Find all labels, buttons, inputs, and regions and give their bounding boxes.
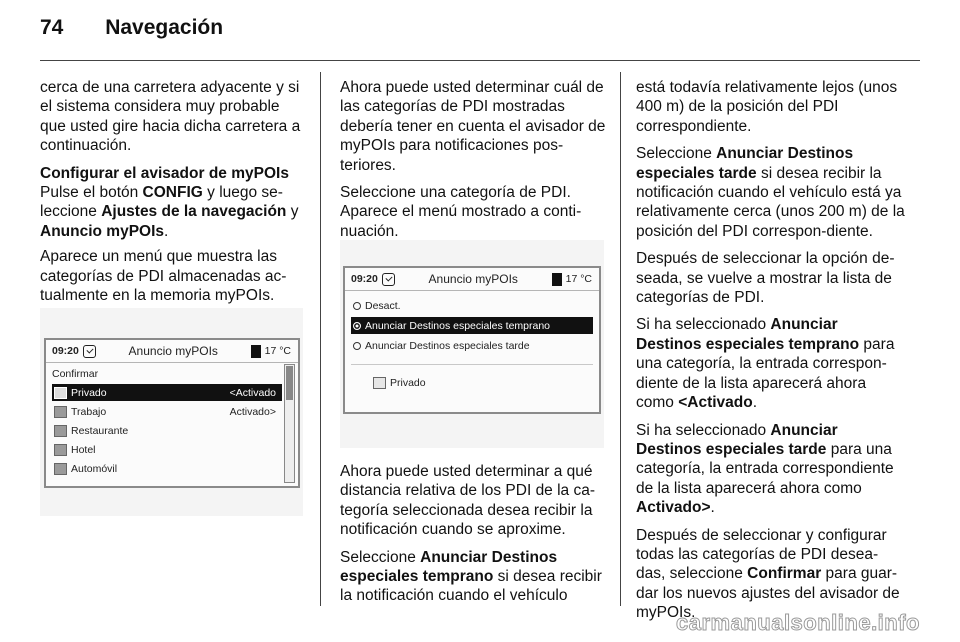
column-divider-1 [320, 72, 321, 606]
screenshot-announce-options [340, 240, 604, 448]
column-1 [40, 78, 306, 313]
item-label: Privado [71, 386, 107, 399]
screen-title: Anuncio myPOIs [428, 272, 518, 286]
text: para una categoría, la entrada correspondiente de la lista aparecerá ahora como [636, 440, 894, 497]
option-item[interactable] [351, 297, 593, 314]
navigation-icon [83, 345, 96, 358]
thermometer-icon [251, 345, 261, 358]
text: . [710, 499, 715, 517]
clock: 09:20 [52, 345, 79, 357]
value-term: Activado> [636, 499, 711, 517]
confirm-term: Confirmar [747, 565, 822, 583]
option-term: Anunciar Destinos especiales temprano [636, 316, 860, 353]
menu-term: Anuncio myPOIs [40, 222, 165, 240]
paragraph [636, 421, 906, 518]
item-label: Hotel [71, 443, 96, 456]
text: . [164, 222, 169, 240]
paragraph: Aparece un menú que muestra las categorías de PDI almacenadas ac-tualmente en la memoria myPOIs. [40, 248, 287, 305]
screen-display [343, 266, 601, 414]
radio-icon [353, 302, 361, 310]
folder-icon [54, 387, 67, 399]
radio-icon [353, 342, 361, 350]
config-term: CONFIG [142, 184, 203, 202]
paragraph [340, 548, 608, 606]
confirm-item[interactable] [52, 365, 282, 382]
text: Después de seleccionar y configurar todas las categorías de PDI desea-das, seleccione [636, 526, 887, 583]
item-value: Activado> [229, 405, 276, 418]
value-term: <Activado [678, 394, 753, 412]
column-2-lower [340, 462, 608, 614]
text: y luego se-leccione [40, 184, 283, 221]
text: si desea recibir la notificación cuando el vehículo [340, 568, 602, 605]
text: Si ha seleccionado [636, 421, 771, 439]
column-divider-2 [620, 72, 621, 606]
column-2 [340, 78, 608, 249]
watermark: carmanualsonline.info [676, 610, 920, 635]
section-heading: Configurar el avisador de myPOIs [40, 164, 289, 182]
column-3 [636, 78, 906, 631]
text: Pulse el botón [40, 184, 143, 202]
list-item[interactable] [52, 403, 282, 420]
page-title: Navegación [105, 16, 224, 39]
category-label: Privado [390, 376, 426, 389]
option-term: Anunciar Destinos especiales tarde [636, 145, 854, 182]
option-label: Anunciar Destinos especiales temprano [365, 319, 551, 332]
radio-selected-icon [353, 322, 361, 330]
paragraph [636, 144, 906, 241]
paragraph: está todavía relativamente lejos (unos 400 m) de la posición del PDI correspondiente. [636, 79, 898, 135]
text: y [286, 203, 299, 221]
paragraph [636, 315, 906, 412]
category-item [371, 374, 593, 391]
option-item[interactable] [351, 337, 593, 354]
item-label: Restaurante [71, 424, 129, 437]
divider [351, 364, 593, 365]
status-bar [46, 340, 298, 363]
page-header [40, 16, 223, 40]
clock: 09:20 [351, 273, 378, 285]
paragraph: Ahora puede usted determinar a qué distancia relativa de los PDI de la ca-tegoría seleccionada desea recibir la notificación cuando se aproxime. [340, 463, 596, 539]
option-item[interactable] [351, 317, 593, 334]
temperature: 17 °C [565, 273, 592, 285]
folder-icon [373, 377, 386, 389]
list-item[interactable] [52, 422, 282, 439]
option-label: Anunciar Destinos especiales tarde [365, 339, 530, 352]
screen-title: Anuncio myPOIs [128, 344, 218, 358]
paragraph [636, 526, 906, 623]
temperature: 17 °C [264, 345, 291, 357]
folder-icon [54, 425, 67, 437]
text: Si ha seleccionado [636, 316, 771, 334]
text: Seleccione [340, 548, 421, 566]
item-label: Automóvil [71, 462, 118, 475]
scrollbar[interactable] [284, 364, 295, 483]
text: para una categoría, la entrada correspon-diente de la lista aparecerá ahora como [636, 335, 895, 412]
text: para guar-dar los nuevos ajustes del avisador de myPOIs. [636, 565, 900, 622]
option-label: Desact. [365, 299, 401, 312]
thermometer-icon [552, 273, 562, 286]
folder-icon [54, 444, 67, 456]
screenshot-poi-list [40, 308, 303, 516]
paragraph: Ahora puede usted determinar cuál de las categorías de PDI mostradas debería tener en cuenta el avisador de myPOIs para notificaciones pos-teriores. [340, 79, 606, 174]
option-term: Anunciar Destinos especiales tarde [636, 421, 838, 458]
option-term: Anunciar Destinos especiales temprano [340, 548, 558, 586]
navigation-icon [382, 273, 395, 286]
scrollbar-thumb[interactable] [286, 366, 293, 400]
confirm-label: Confirmar [52, 367, 99, 380]
menu-term: Ajustes de la navegación [101, 203, 287, 221]
text: . [752, 394, 758, 412]
list-item[interactable] [52, 441, 282, 458]
screen-display [44, 338, 300, 488]
paragraph: cerca de una carretera adyacente y si el sistema considera muy probable que usted gire hacia dicha carretera a continuación. [40, 79, 301, 155]
section [40, 164, 306, 242]
list-item[interactable] [52, 384, 282, 401]
status-bar [345, 268, 599, 291]
item-label: Trabajo [71, 405, 107, 418]
folder-icon [54, 463, 67, 475]
text: Seleccione [636, 145, 717, 163]
text: si desea recibir la notificación cuando el vehículo está ya relativamente cerca (unos 200 m) de la posición del PDI correspon-diente. [636, 164, 905, 240]
page-number: 74 [40, 16, 64, 39]
item-value: <Activado [229, 386, 276, 399]
paragraph: Seleccione una categoría de PDI. Aparece el menú mostrado a conti-nuación. [340, 184, 582, 240]
folder-icon [54, 406, 67, 418]
list-item[interactable] [52, 460, 282, 477]
paragraph: Después de seleccionar la opción de-seada, se vuelve a mostrar la lista de categorías de PDI. [636, 250, 895, 307]
header-rule [40, 60, 920, 61]
